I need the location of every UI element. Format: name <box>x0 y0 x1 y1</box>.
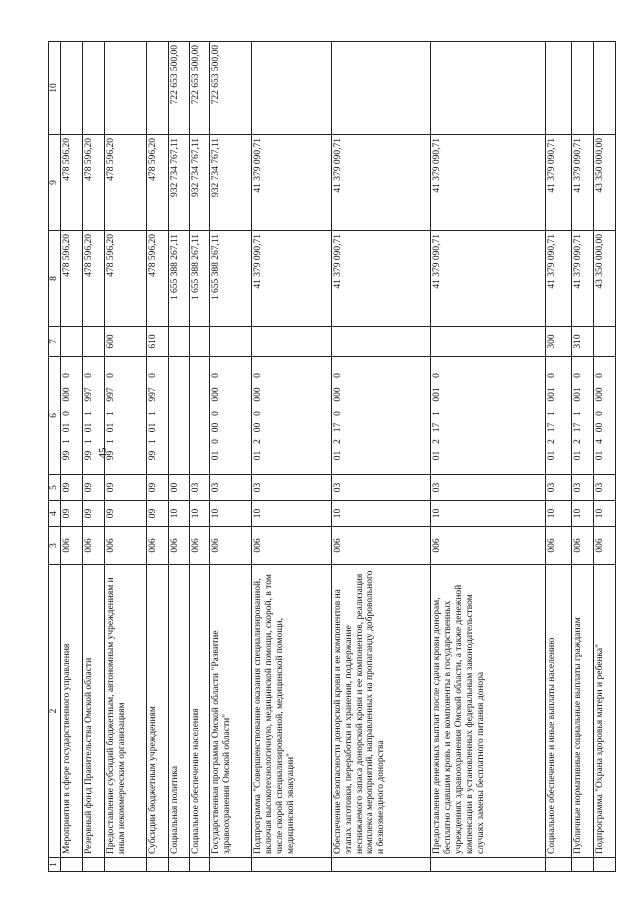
amount-total-cell: 41 379 090,71 <box>546 231 571 327</box>
amount-federal-cell: 722 653 500,00 <box>210 42 251 135</box>
amount-total-cell: 478 596,20 <box>83 231 105 327</box>
target-article-part: 0 <box>547 373 558 378</box>
section-code-cell: 10 <box>210 501 251 527</box>
target-article-part: 01 <box>594 450 605 461</box>
amount-total-cell: 1 655 388 267,11 <box>210 231 251 327</box>
expense-type-cell: 310 <box>571 327 593 357</box>
target-article-cell <box>146 357 168 475</box>
ministry-code-cell: 006 <box>169 527 190 565</box>
table-row <box>430 42 545 872</box>
row-name-cell: Социальное обеспечение населения <box>189 565 210 858</box>
target-article-part: 2 <box>431 439 442 444</box>
row-name-cell: Государственная программа Омской области "Развитие здравоохранения Омской области" <box>210 565 251 858</box>
expense-type-cell <box>169 327 190 357</box>
table-row <box>593 42 615 872</box>
target-article-part: 2 <box>572 439 583 444</box>
target-article-part: 0 <box>211 411 222 416</box>
target-article-part: 01 <box>252 450 263 461</box>
amount-federal-cell <box>146 42 168 135</box>
amount-federal-cell <box>105 42 146 135</box>
amount-regional-cell: 43 350 000,00 <box>593 135 615 231</box>
column-header-2: 2 <box>49 565 61 858</box>
target-article-part: 0 <box>594 411 605 416</box>
target-article-cell <box>169 357 190 475</box>
amount-federal-cell <box>571 42 593 135</box>
expense-type-cell: 300 <box>546 327 571 357</box>
column-header-8: 8 <box>49 231 61 327</box>
target-article-part: 01 <box>211 450 222 461</box>
target-article-part: 0 <box>84 373 95 378</box>
subsection-code-cell: 03 <box>593 475 615 501</box>
target-article-part: 001 <box>572 387 583 402</box>
target-article-part: 0 <box>211 439 222 444</box>
amount-total-cell: 1 655 388 267,11 <box>189 231 210 327</box>
header-row <box>49 42 61 872</box>
ministry-code-cell: 006 <box>331 527 430 565</box>
row-index-cell <box>169 858 190 872</box>
section-code-cell: 10 <box>331 501 430 527</box>
section-code-cell: 10 <box>169 501 190 527</box>
amount-federal-cell <box>430 42 545 135</box>
target-article-part: 1 <box>106 439 117 444</box>
section-code-cell: 10 <box>430 501 545 527</box>
subsection-code-cell: 09 <box>146 475 168 501</box>
section-code-cell: 10 <box>593 501 615 527</box>
target-article-part: 0 <box>252 411 263 416</box>
column-header-10: 10 <box>49 42 61 135</box>
row-name-cell: Социальная политика <box>169 565 190 858</box>
target-article-part: 1 <box>84 439 95 444</box>
target-article-part: 0 <box>211 373 222 378</box>
target-article-part: 0 <box>252 373 263 378</box>
row-index-cell <box>430 858 545 872</box>
subsection-code-cell: 09 <box>83 475 105 501</box>
row-name-cell: Предоставление субсидий бюджетным, автономным учреждениям и иным некоммерческим организациям <box>105 565 146 858</box>
subsection-code-cell: 03 <box>546 475 571 501</box>
ministry-code-cell: 006 <box>593 527 615 565</box>
subsection-code-cell: 03 <box>251 475 331 501</box>
subsection-code-cell: 03 <box>210 475 251 501</box>
target-article-part: 00 <box>211 422 222 433</box>
table-row <box>331 42 430 872</box>
target-article-part: 01 <box>572 450 583 461</box>
target-article-part: 000 <box>211 387 222 402</box>
target-article-part: 1 <box>147 411 158 416</box>
ministry-code-cell: 006 <box>146 527 168 565</box>
target-article-part: 01 <box>62 422 72 433</box>
expense-type-cell <box>83 327 105 357</box>
target-article-part: 0 <box>106 373 117 378</box>
row-index-cell <box>146 858 168 872</box>
amount-regional-cell: 41 379 090,71 <box>571 135 593 231</box>
expense-type-cell <box>331 327 430 357</box>
amount-federal-cell <box>61 42 83 135</box>
column-header-4: 4 <box>49 501 61 527</box>
target-article-part: 2 <box>252 439 263 444</box>
target-article-cell <box>189 357 210 475</box>
target-article-part: 0 <box>594 373 605 378</box>
target-article-part: 1 <box>84 411 95 416</box>
target-article-cell <box>571 357 593 475</box>
section-code-cell: 10 <box>571 501 593 527</box>
target-article-part: 4 <box>594 439 605 444</box>
target-article-part: 2 <box>332 439 343 444</box>
row-name-cell: Подпрограмма "Совершенствование оказания специализированной, включая высокотехнологичную, медицинской помощи, скорой, в том числе скорой специализированной, медицинской помощи, медицинской эвакуации" <box>251 565 331 858</box>
ministry-code-cell: 006 <box>83 527 105 565</box>
target-article-part: 997 <box>106 387 117 402</box>
table-row <box>169 42 190 872</box>
section-code-cell: 09 <box>61 501 83 527</box>
section-code-cell: 10 <box>546 501 571 527</box>
section-code-cell: 09 <box>105 501 146 527</box>
row-name-cell: Обеспечение безопасности донорской крови и ее компонентов на этапах заготовки, переработки и хранения, поддержание неснижаемого запаса донорской крови и ее компонентов, реализация комплекса мероприятий, направленных на пропаганду добровольного и безвозмездного донорства <box>331 565 430 858</box>
row-name-cell: Предоставление денежных выплат после сдачи крови донорам, бесплатно сдавшим кровь и ее компоненты в государственных учреждениях здравоохранения Омской области, а также денежной компенсации в установленных федеральным законодательством случаях замены бесплатного питания донора <box>430 565 545 858</box>
target-article-part: 000 <box>252 387 263 402</box>
budget-table <box>48 41 616 872</box>
target-article-part: 1 <box>431 411 442 416</box>
amount-total-cell: 478 596,20 <box>61 231 83 327</box>
row-index-cell <box>251 858 331 872</box>
table-row <box>146 42 168 872</box>
target-article-cell <box>83 357 105 475</box>
target-article-part: 1 <box>547 411 558 416</box>
target-article-part: 17 <box>431 422 442 433</box>
amount-total-cell: 41 379 090,71 <box>571 231 593 327</box>
table-header <box>49 42 61 872</box>
target-article-cell <box>546 357 571 475</box>
row-index-cell <box>105 858 146 872</box>
row-name-cell: Резервный фонд Правительства Омской области <box>83 565 105 858</box>
amount-total-cell: 41 379 090,71 <box>331 231 430 327</box>
row-index-cell <box>571 858 593 872</box>
target-article-cell <box>331 357 430 475</box>
amount-regional-cell: 478 596,20 <box>105 135 146 231</box>
amount-regional-cell: 478 596,20 <box>61 135 83 231</box>
section-code-cell: 09 <box>83 501 105 527</box>
amount-total-cell: 478 596,20 <box>105 231 146 327</box>
target-article-part: 99 <box>62 450 72 461</box>
target-article-part: 0 <box>332 411 343 416</box>
target-article-part: 0 <box>147 373 158 378</box>
amount-federal-cell: 722 653 500,00 <box>189 42 210 135</box>
amount-regional-cell: 41 379 090,71 <box>251 135 331 231</box>
amount-total-cell: 41 379 090,71 <box>430 231 545 327</box>
target-article-part: 00 <box>594 422 605 433</box>
column-header-6: 6 <box>49 357 61 475</box>
row-index-cell <box>546 858 571 872</box>
expense-type-cell: 610 <box>146 327 168 357</box>
target-article-cell <box>210 357 251 475</box>
rotated-page <box>48 42 616 872</box>
table-row <box>61 42 83 872</box>
amount-regional-cell: 478 596,20 <box>146 135 168 231</box>
ministry-code-cell: 006 <box>430 527 545 565</box>
target-article-part: 000 <box>332 387 343 402</box>
target-article-part: 0 <box>332 373 343 378</box>
target-article-part: 997 <box>84 387 95 402</box>
expense-type-cell: 600 <box>105 327 146 357</box>
target-article-cell <box>593 357 615 475</box>
table-row <box>83 42 105 872</box>
column-header-5: 5 <box>49 475 61 501</box>
column-header-3: 3 <box>49 527 61 565</box>
target-article-part: 01 <box>332 450 343 461</box>
subsection-code-cell: 00 <box>169 475 190 501</box>
target-article-part: 1 <box>62 439 72 444</box>
target-article-part: 99 <box>84 450 95 461</box>
amount-federal-cell <box>546 42 571 135</box>
target-article-cell <box>430 357 545 475</box>
subsection-code-cell: 03 <box>430 475 545 501</box>
target-article-part: 17 <box>332 422 343 433</box>
subsection-code-cell: 03 <box>571 475 593 501</box>
amount-federal-cell <box>593 42 615 135</box>
table-row <box>546 42 571 872</box>
amount-regional-cell: 932 734 767,11 <box>210 135 251 231</box>
target-article-part: 01 <box>106 422 117 433</box>
target-article-part: 0 <box>431 373 442 378</box>
expense-type-cell <box>430 327 545 357</box>
row-index-cell <box>331 858 430 872</box>
column-header-7: 7 <box>49 327 61 357</box>
amount-federal-cell: 722 653 500,00 <box>169 42 190 135</box>
amount-regional-cell: 41 379 090,71 <box>331 135 430 231</box>
table-body <box>61 42 616 872</box>
section-code-cell: 09 <box>146 501 168 527</box>
amount-federal-cell <box>331 42 430 135</box>
target-article-part: 001 <box>547 387 558 402</box>
amount-total-cell: 1 655 388 267,11 <box>169 231 190 327</box>
table-row <box>571 42 593 872</box>
row-name-cell: Субсидии бюджетным учреждениям <box>146 565 168 858</box>
target-article-part: 000 <box>594 387 605 402</box>
target-article-part: 01 <box>431 450 442 461</box>
amount-federal-cell <box>83 42 105 135</box>
target-article-part: 99 <box>106 450 117 461</box>
row-index-cell <box>210 858 251 872</box>
section-code-cell: 10 <box>251 501 331 527</box>
target-article-part: 01 <box>84 422 95 433</box>
target-article-part: 99 <box>147 450 158 461</box>
expense-type-cell <box>593 327 615 357</box>
ministry-code-cell: 006 <box>571 527 593 565</box>
row-name-cell: Подпрограмма "Охрана здоровья матери и ребенка" <box>593 565 615 858</box>
amount-regional-cell: 478 596,20 <box>83 135 105 231</box>
row-name-cell: Мероприятия в сфере государственного управления <box>61 565 83 858</box>
ministry-code-cell: 006 <box>210 527 251 565</box>
target-article-part: 1 <box>147 439 158 444</box>
expense-type-cell <box>251 327 331 357</box>
expense-type-cell <box>210 327 251 357</box>
target-article-cell <box>105 357 146 475</box>
subsection-code-cell: 09 <box>61 475 83 501</box>
target-article-part: 001 <box>431 387 442 402</box>
target-article-part: 0 <box>62 373 72 378</box>
target-article-part: 01 <box>547 450 558 461</box>
amount-total-cell: 41 379 090,71 <box>251 231 331 327</box>
amount-regional-cell: 932 734 767,11 <box>169 135 190 231</box>
amount-federal-cell <box>251 42 331 135</box>
column-header-9: 9 <box>49 135 61 231</box>
expense-type-cell <box>61 327 83 357</box>
target-article-part: 2 <box>547 439 558 444</box>
target-article-part: 0 <box>572 373 583 378</box>
amount-regional-cell: 932 734 767,11 <box>189 135 210 231</box>
target-article-part: 000 <box>62 387 72 402</box>
section-code-cell: 10 <box>189 501 210 527</box>
target-article-part: 00 <box>252 422 263 433</box>
target-article-part: 1 <box>106 411 117 416</box>
amount-regional-cell: 41 379 090,71 <box>546 135 571 231</box>
expense-type-cell <box>189 327 210 357</box>
row-name-cell: Публичные нормативные социальные выплаты гражданам <box>571 565 593 858</box>
target-article-part: 1 <box>572 411 583 416</box>
amount-total-cell: 43 350 000,00 <box>593 231 615 327</box>
target-article-part: 0 <box>62 411 72 416</box>
page-number: 45 <box>97 447 109 459</box>
target-article-cell <box>61 357 83 475</box>
row-name-cell: Социальное обеспечение и иные выплаты населению <box>546 565 571 858</box>
target-article-part: 17 <box>572 422 583 433</box>
ministry-code-cell: 006 <box>546 527 571 565</box>
ministry-code-cell: 006 <box>105 527 146 565</box>
row-index-cell <box>83 858 105 872</box>
table-row <box>189 42 210 872</box>
row-index-cell <box>61 858 83 872</box>
subsection-code-cell: 09 <box>105 475 146 501</box>
table-row <box>251 42 331 872</box>
row-index-cell <box>593 858 615 872</box>
target-article-part: 17 <box>547 422 558 433</box>
target-article-cell <box>251 357 331 475</box>
subsection-code-cell: 03 <box>189 475 210 501</box>
table-row <box>105 42 146 872</box>
table-row <box>210 42 251 872</box>
ministry-code-cell: 006 <box>251 527 331 565</box>
amount-regional-cell: 41 379 090,71 <box>430 135 545 231</box>
column-header-1: 1 <box>49 858 61 872</box>
ministry-code-cell: 006 <box>189 527 210 565</box>
ministry-code-cell: 006 <box>61 527 83 565</box>
target-article-part: 997 <box>147 387 158 402</box>
amount-total-cell: 478 596,20 <box>146 231 168 327</box>
row-index-cell <box>189 858 210 872</box>
target-article-part: 01 <box>147 422 158 433</box>
subsection-code-cell: 03 <box>331 475 430 501</box>
